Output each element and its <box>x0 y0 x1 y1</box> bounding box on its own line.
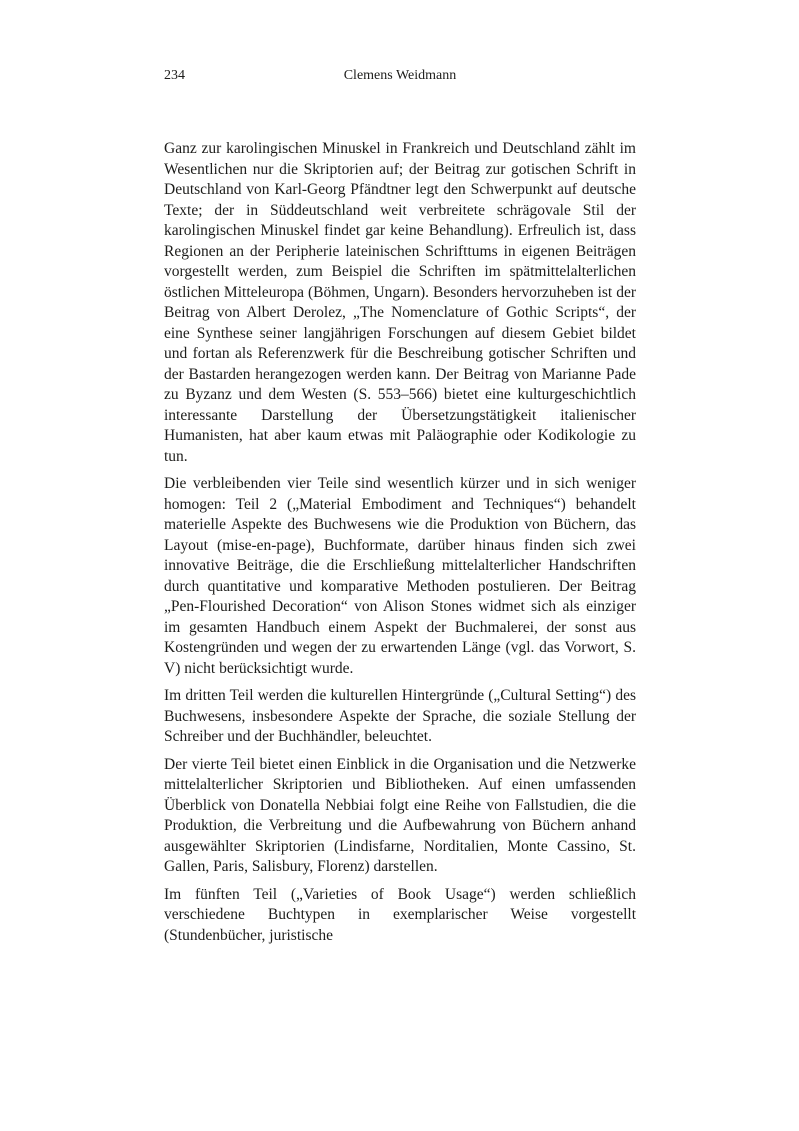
paragraph-2: Die verbleibenden vier Teile sind wesentlich kürzer und in sich weniger homogen: Teil 2 („Material Embodiment and Techniques“) behandelt materielle Aspekte des Buchwesens wie die Produktion von Büchern, das Layout (mise-en-page), Buchformate, darüber hinaus finden sich zwei innovative Beiträge, die die Erschließung mittelalterlicher Handschriften durch quantitative und komparative Methoden postulieren. Der Beitrag „Pen-Flourished Decoration“ von Alison Stones widmet sich als einziger im gesamten Handbuch einem Aspekt der Buchmalerei, der sonst aus Kostengründen und wegen der zu erwartenden Länge (vgl. das Vorwort, S. V) nicht berücksichtigt wurde. <box>164 475 636 677</box>
running-head: Clemens Weidmann <box>343 68 457 83</box>
body-text <box>164 139 636 953</box>
paragraph-1: Ganz zur karolingischen Minuskel in Frankreich und Deutschland zählt im Wesentlichen nur die Skriptorien auf; der Beitrag zur gotischen Schrift in Deutschland von Karl-Georg Pfändtner legt den Schwerpunkt auf deutsche Texte; der in Süddeutschland weit verbreitete schrägovale Stil der karolingischen Minuskel findet gar keine Behandlung). Erfreulich ist, dass Regionen an der Peripherie lateinischen Schrifttums in eigenen Beiträgen vorgestellt werden, zum Beispiel die Schriften im spätmittelalterlichen östlichen Mitteleuropa (Böhmen, Ungarn). Besonders hervorzuheben ist der Beitrag von Albert Derolez, „The Nomenclature of Gothic Scripts“, der eine Synthese seiner langjährigen Forschungen auf diesem Gebiet bildet und fortan als Referenzwerk für die Beschreibung gotischer Schriften und der Bastarden herangezogen werden kann. Der Beitrag von Marianne Pade zu Byzanz und dem Westen (S. 553–566) bietet eine kulturgeschichtlich interessante Darstellung der Übersetzungstätigkeit italienischer Humanisten, hat aber kaum etwas mit Paläographie oder Kodikologie zu tun. <box>164 140 636 465</box>
paragraph-3: Im dritten Teil werden die kulturellen Hintergründe („Cultural Setting“) des Buchwesens, insbesondere Aspekte der Sprache, die soziale Stellung der Schreiber und der Buchhändler, beleuchtet. <box>164 687 636 745</box>
paragraph-5: Im fünften Teil („Varieties of Book Usage“) werden schließlich verschiedene Buchtypen in exemplarischer Weise vorgestellt (Stundenbücher, juristische <box>164 885 636 944</box>
paragraph-4: Der vierte Teil bietet einen Einblick in die Organisation und die Netzwerke mittelalterlicher Skriptorien und Bibliotheken. Auf einen umfassenden Überblick von Donatella Nebbiai folgt eine Reihe von Fallstudien, die die Produktion, die Verbreitung und die Aufbewahrung von Büchern anhand ausgewählter Skriptorien (Lindisfarne, Norditalien, Monte Cassino, St. Gallen, Paris, Salisbury, Florenz) darstellen. <box>164 755 636 875</box>
page-number: 234 <box>164 68 185 83</box>
page-header <box>164 68 636 88</box>
